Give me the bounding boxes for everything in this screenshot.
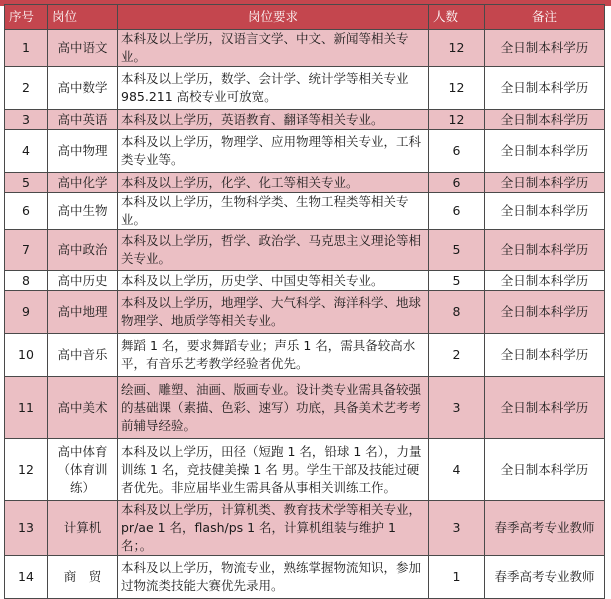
cell-note: 全日制本科学历 xyxy=(485,439,605,501)
cell-count: 2 xyxy=(429,334,485,377)
cell-requirement: 本科及以上学历，田径（短跑 1 名，铅球 1 名），力量训练 1 名，竞技健美操 1 名 男。学生干部及技能过硬者优先。非应届毕业生需具备从事相关训练工作。 xyxy=(118,439,429,501)
cell-no: 4 xyxy=(5,130,48,173)
cell-requirement: 本科及以上学历，地理学、大气科学、海洋科学、地球物理学、地质学等相关专业。 xyxy=(118,291,429,334)
cell-count: 4 xyxy=(429,439,485,501)
cell-note: 全日制本科学历 xyxy=(485,377,605,439)
cell-count: 12 xyxy=(429,67,485,110)
cell-requirement: 本科及以上学历，数学、会计学、统计学等相关专业 985.211 高校专业可放宽。 xyxy=(118,67,429,110)
table-row xyxy=(5,67,605,110)
cell-note: 全日制本科学历 xyxy=(485,173,605,193)
header-post: 岗位 xyxy=(48,5,118,30)
cell-note: 全日制本科学历 xyxy=(485,334,605,377)
table-row xyxy=(5,30,605,67)
cell-note: 全日制本科学历 xyxy=(485,67,605,110)
header-requirement: 岗位要求 xyxy=(118,5,429,30)
table-row xyxy=(5,271,605,291)
table-row xyxy=(5,334,605,377)
cell-post: 高中物理 xyxy=(48,130,118,173)
cell-count: 3 xyxy=(429,501,485,556)
cell-post: 高中英语 xyxy=(48,110,118,130)
cell-requirement: 本科及以上学历，物理学、应用物理等相关专业，工科类专业等。 xyxy=(118,130,429,173)
table-row xyxy=(5,556,605,599)
cell-note: 全日制本科学历 xyxy=(485,230,605,271)
cell-no: 10 xyxy=(5,334,48,377)
cell-no: 11 xyxy=(5,377,48,439)
cell-count: 3 xyxy=(429,377,485,439)
cell-requirement: 本科及以上学历，计算机类、教育技术学等相关专业，pr/ae 1 名，flash/ps 1 名，计算机组装与维护 1 名；。 xyxy=(118,501,429,556)
cell-post: 高中数学 xyxy=(48,67,118,110)
cell-requirement: 本科及以上学历，英语教育、翻译等相关专业。 xyxy=(118,110,429,130)
cell-no: 9 xyxy=(5,291,48,334)
cell-requirement: 绘画、雕塑、油画、版画专业。设计类专业需具备较强的基础课（素描、色彩、速写）功底，具备美术艺考考前辅导经验。 xyxy=(118,377,429,439)
cell-note: 春季高考专业教师 xyxy=(485,556,605,599)
cell-post: 高中化学 xyxy=(48,173,118,193)
cell-requirement: 本科及以上学历，生物科学类、生物工程类等相关专业。 xyxy=(118,193,429,230)
cell-post: 高中体育（体育训练） xyxy=(48,439,118,501)
cell-note: 全日制本科学历 xyxy=(485,30,605,67)
cell-no: 1 xyxy=(5,30,48,67)
cell-post: 高中政治 xyxy=(48,230,118,271)
table-row xyxy=(5,110,605,130)
recruitment-table xyxy=(4,4,605,599)
cell-note: 全日制本科学历 xyxy=(485,110,605,130)
table-row xyxy=(5,230,605,271)
cell-note: 春季高考专业教师 xyxy=(485,501,605,556)
header-no: 序号 xyxy=(5,5,48,30)
cell-requirement: 本科及以上学历，汉语言文学、中文、新闻等相关专业。 xyxy=(118,30,429,67)
cell-count: 12 xyxy=(429,110,485,130)
cell-post: 计算机 xyxy=(48,501,118,556)
cell-no: 2 xyxy=(5,67,48,110)
cell-note: 全日制本科学历 xyxy=(485,271,605,291)
cell-count: 12 xyxy=(429,30,485,67)
cell-no: 6 xyxy=(5,193,48,230)
cell-note: 全日制本科学历 xyxy=(485,193,605,230)
cell-post: 高中地理 xyxy=(48,291,118,334)
cell-no: 13 xyxy=(5,501,48,556)
table-row xyxy=(5,173,605,193)
cell-count: 8 xyxy=(429,291,485,334)
cell-requirement: 本科及以上学历，哲学、政治学、马克思主义理论等相关专业。 xyxy=(118,230,429,271)
cell-no: 8 xyxy=(5,271,48,291)
table-row xyxy=(5,130,605,173)
cell-post: 高中语文 xyxy=(48,30,118,67)
cell-requirement: 本科及以上学历，物流专业，熟练掌握物流知识，参加过物流类技能大赛优先录用。 xyxy=(118,556,429,599)
header-count: 人数 xyxy=(429,5,485,30)
table-header-row xyxy=(5,5,605,30)
cell-requirement: 本科及以上学历，历史学、中国史等相关专业。 xyxy=(118,271,429,291)
table-row xyxy=(5,501,605,556)
cell-no: 7 xyxy=(5,230,48,271)
cell-no: 3 xyxy=(5,110,48,130)
cell-note: 全日制本科学历 xyxy=(485,130,605,173)
table-row xyxy=(5,439,605,501)
table-row xyxy=(5,193,605,230)
cell-post: 高中历史 xyxy=(48,271,118,291)
cell-no: 5 xyxy=(5,173,48,193)
cell-post: 高中美术 xyxy=(48,377,118,439)
cell-count: 1 xyxy=(429,556,485,599)
table-row xyxy=(5,377,605,439)
table-row xyxy=(5,291,605,334)
cell-post: 高中生物 xyxy=(48,193,118,230)
cell-post: 商 贸 xyxy=(48,556,118,599)
cell-count: 5 xyxy=(429,230,485,271)
cell-requirement: 本科及以上学历，化学、化工等相关专业。 xyxy=(118,173,429,193)
cell-count: 6 xyxy=(429,193,485,230)
cell-no: 12 xyxy=(5,439,48,501)
cell-note: 全日制本科学历 xyxy=(485,291,605,334)
cell-post: 高中音乐 xyxy=(48,334,118,377)
header-note: 备注 xyxy=(485,5,605,30)
cell-requirement: 舞蹈 1 名，要求舞蹈专业；声乐 1 名，需具备较高水平，有音乐艺考教学经验者优先。 xyxy=(118,334,429,377)
cell-count: 6 xyxy=(429,130,485,173)
cell-count: 5 xyxy=(429,271,485,291)
cell-count: 6 xyxy=(429,173,485,193)
cell-no: 14 xyxy=(5,556,48,599)
